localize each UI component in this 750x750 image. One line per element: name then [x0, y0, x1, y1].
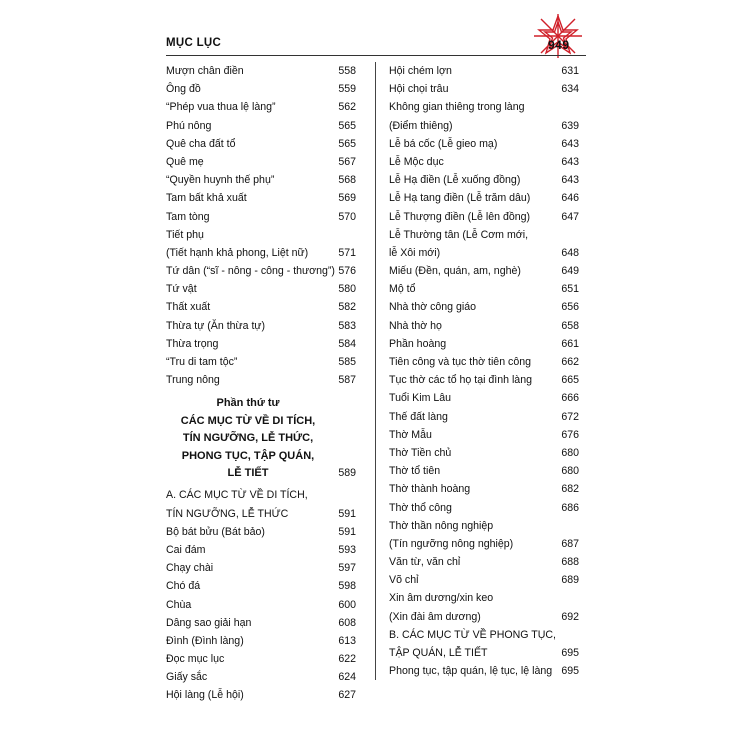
- toc-entry: [389, 226, 579, 244]
- toc-entry-page: 565: [338, 119, 356, 132]
- toc-entry-title: Tục thờ các tổ họ tại đình làng: [389, 374, 532, 387]
- toc-entry: [166, 577, 356, 595]
- toc-entry-page: 662: [561, 356, 579, 368]
- toc-entry-title: Võ chỉ: [389, 574, 419, 587]
- toc-entry-title: (Điểm thiêng): [389, 119, 453, 132]
- toc-entry-title: Chùa: [166, 598, 192, 611]
- toc-entry-title: Thờ Tiền chủ: [389, 446, 452, 459]
- toc-entry: [389, 499, 579, 517]
- toc-entry: [389, 298, 579, 316]
- toc-entry-title: Không gian thiêng trong làng: [389, 101, 525, 114]
- toc-entry-page: 580: [338, 283, 356, 296]
- toc-entry-page: 559: [338, 83, 356, 96]
- toc-entry-page: 680: [561, 446, 579, 459]
- toc-right-entries: [389, 62, 579, 680]
- toc-entry: [389, 408, 579, 426]
- toc-entry-title: Thừa tự (Ăn thừa tự): [166, 319, 266, 332]
- toc-entry-page: 585: [338, 356, 356, 368]
- toc-entry: [166, 668, 356, 686]
- toc-entry: [166, 614, 356, 632]
- toc-entry-page: 598: [338, 580, 356, 593]
- section-heading-line: CÁC MỤC TỪ VỀ DI TÍCH,: [180, 414, 316, 427]
- toc-entry-page: 643: [561, 155, 579, 168]
- toc-entry-title: Bộ bát bửu (Bát bảo): [166, 525, 265, 538]
- toc-entry-page: 558: [338, 65, 356, 77]
- toc-entry-page: 622: [338, 653, 356, 666]
- toc-entry: [389, 608, 579, 626]
- toc-entry: [166, 505, 356, 523]
- toc-entry-title: (Tiết hạnh khả phong, Liệt nữ): [166, 246, 309, 259]
- toc-entry-title: Nhà thờ công giáo: [389, 301, 477, 314]
- toc-entry: [389, 444, 579, 462]
- toc-entry-title: Hội chọi trâu: [389, 83, 449, 96]
- toc-entry: [166, 632, 356, 650]
- column-divider: [375, 62, 376, 680]
- toc-entry-page: 591: [338, 507, 356, 520]
- toc-entry-title: TẬP QUÁN, LỄ TIẾT: [389, 647, 488, 659]
- toc-entry-title: “Tru di tam tộc”: [166, 356, 238, 368]
- toc-entry-title: Mượn chân điền: [166, 65, 244, 77]
- toc-entry-title: Quê mẹ: [166, 155, 204, 168]
- toc-entry-page: 695: [561, 647, 579, 659]
- toc-entry: [166, 541, 356, 559]
- toc-entry: [389, 171, 579, 189]
- toc-entry: [166, 135, 356, 153]
- toc-entry-title: Thờ thành hoàng: [389, 483, 471, 496]
- toc-entry: [166, 171, 356, 189]
- toc-entry-title: Phú nông: [166, 119, 212, 132]
- toc-entry-title: Thờ thần nông nghiệp: [389, 519, 494, 532]
- toc-entry-title: Hội chém lợn: [389, 65, 452, 77]
- toc-entry-page: 562: [338, 101, 356, 114]
- toc-entry-page: 665: [561, 374, 579, 387]
- toc-entry: [389, 317, 579, 335]
- toc-entry-title: Tứ vật: [166, 283, 197, 296]
- toc-entry-title: Chạy chài: [166, 562, 214, 575]
- toc-entry-title: Lễ Thượng điền (Lễ lên đồng): [389, 210, 531, 223]
- toc-entry-page: 672: [561, 410, 579, 423]
- toc-entry-page: 593: [338, 543, 356, 556]
- toc-entry-title: Nhà thờ họ: [389, 319, 442, 332]
- toc-entry-title: Phần hoàng: [389, 337, 447, 350]
- toc-entry-page: 639: [561, 119, 579, 132]
- toc-entry-title: Văn từ, văn chỉ: [389, 556, 461, 569]
- section-heading-line: TÍN NGƯỠNG, LỄ THỨC,: [182, 432, 314, 445]
- section-heading-page: 589: [338, 467, 356, 479]
- toc-entry-page: 643: [561, 174, 579, 187]
- toc-entry-page: 687: [561, 537, 579, 550]
- toc-entry-title: Mộ tổ: [389, 283, 416, 296]
- toc-entry-title: (Xin đài âm dương): [389, 610, 481, 623]
- toc-entry-page: 600: [338, 598, 356, 611]
- toc-entry-page: 627: [338, 689, 356, 702]
- toc-entry-title: Trung nông: [166, 374, 220, 387]
- toc-entry: [389, 535, 579, 553]
- toc-entry: [389, 589, 579, 607]
- toc-entry-page: 582: [338, 301, 356, 314]
- toc-entry: [389, 98, 579, 116]
- toc-entry: [166, 244, 356, 262]
- toc-entry: [389, 135, 579, 153]
- running-header-title: MỤC LỤC: [166, 37, 222, 49]
- section-heading-line: PHONG TỤC, TẬP QUÁN,: [181, 449, 315, 462]
- toc-entry-page: 686: [561, 501, 579, 514]
- toc-entry-title: Ông đồ: [166, 83, 201, 96]
- toc-entry-page: 613: [338, 634, 356, 647]
- toc-entry-title: Lễ Hạ tang điền (Lễ trăm dâu): [389, 192, 531, 205]
- toc-entry: [166, 486, 356, 504]
- toc-entry: [166, 262, 356, 280]
- toc-entry-page: 688: [561, 556, 579, 569]
- toc-entry-page: 643: [561, 137, 579, 150]
- toc-entry: [166, 559, 356, 577]
- toc-entry-page: 695: [561, 665, 579, 678]
- toc-entry: [166, 98, 356, 116]
- toc-entry: [166, 280, 356, 298]
- toc-entry-page: 624: [338, 671, 356, 684]
- toc-left-entries-b: [166, 486, 356, 704]
- toc-entry: [166, 62, 356, 80]
- toc-entry: [166, 596, 356, 614]
- toc-entry: [166, 371, 356, 389]
- toc-entry-title: Thờ thổ công: [389, 501, 452, 514]
- toc-entry: [389, 644, 579, 662]
- toc-entry-page: 646: [561, 192, 579, 205]
- toc-entry-title: Tiết phụ: [166, 228, 204, 241]
- toc-entry: [389, 153, 579, 171]
- toc-entry-title: Tiên công và tục thờ tiên công: [389, 356, 532, 368]
- toc-entry: [389, 626, 579, 644]
- toc-entry-page: 648: [561, 246, 579, 259]
- toc-entry: [389, 371, 579, 389]
- toc-entry-title: Thừa trọng: [166, 337, 219, 350]
- toc-entry-title: Lễ Thường tân (Lễ Cơm mới,: [389, 228, 529, 241]
- toc-entry: [389, 62, 579, 80]
- toc-entry-title: Tam tòng: [166, 210, 210, 223]
- toc-entry: [389, 335, 579, 353]
- toc-entry-page: 651: [561, 283, 579, 296]
- section-heading-line: LỄ TIẾT: [227, 467, 269, 479]
- toc-entry: [389, 662, 579, 680]
- toc-entry: [389, 571, 579, 589]
- toc-entry-page: 584: [338, 337, 356, 350]
- toc-entry: [389, 517, 579, 535]
- toc-entry-page: 565: [338, 137, 356, 150]
- toc-entry: [389, 280, 579, 298]
- toc-entry-page: 649: [561, 265, 579, 278]
- toc-entry: [166, 523, 356, 541]
- toc-entry: [389, 244, 579, 262]
- toc-entry-page: 656: [561, 301, 579, 314]
- toc-entry: [389, 426, 579, 444]
- toc-entry-title: Thờ tổ tiên: [389, 465, 441, 478]
- toc-entry-title: “Phép vua thua lệ làng”: [166, 101, 276, 114]
- toc-entry-page: 568: [338, 174, 356, 187]
- toc-entry-page: 680: [561, 465, 579, 478]
- toc-entry-title: Đọc mục lục: [166, 653, 225, 666]
- toc-left-entries: [166, 62, 356, 389]
- toc-entry-page: 666: [561, 392, 579, 405]
- toc-entry-title: Dâng sao giải hạn: [166, 616, 252, 629]
- toc-entry-page: 608: [338, 616, 356, 629]
- toc-entry-title: Xin âm dương/xin keo: [389, 592, 494, 605]
- toc-entry: [389, 553, 579, 571]
- toc-entry-title: Đình (Đình làng): [166, 634, 244, 647]
- toc-entry: [166, 189, 356, 207]
- toc-entry: [166, 317, 356, 335]
- toc-entry-title: TÍN NGƯỠNG, LỄ THỨC: [166, 507, 289, 520]
- toc-entry: [389, 80, 579, 98]
- toc-entry-title: Giấy sắc: [166, 671, 208, 684]
- toc-entry-title: Miếu (Đền, quán, am, nghè): [389, 265, 521, 278]
- toc-entry-title: Lễ Hạ điền (Lễ xuống đồng): [389, 174, 521, 187]
- toc-entry-title: Thờ Mẫu: [389, 428, 432, 441]
- toc-entry: [389, 462, 579, 480]
- toc-entry-page: 682: [561, 483, 579, 496]
- toc-entry-title: Chó đá: [166, 580, 201, 593]
- toc-entry-title: Hội làng (Lễ hội): [166, 689, 244, 702]
- section-heading-part-four: [166, 395, 356, 482]
- toc-right-column: [389, 62, 579, 680]
- toc-entry-page: 576: [338, 265, 356, 278]
- toc-entry-page: 571: [338, 246, 356, 259]
- toc-entry-title: lễ Xôi mới): [389, 246, 441, 259]
- section-heading-line: Phần thứ tư: [216, 397, 280, 410]
- header-rule: [166, 55, 586, 56]
- toc-entry-title: Phong tục, tập quán, lệ tục, lệ làng: [389, 665, 553, 678]
- toc-entry: [389, 189, 579, 207]
- toc-entry-title: “Quyền huynh thế phụ”: [166, 174, 275, 187]
- toc-entry-page: 569: [338, 192, 356, 205]
- toc-entry-page: 597: [338, 562, 356, 575]
- toc-entry-title: Lễ bá cốc (Lễ gieo mạ): [389, 137, 498, 150]
- toc-left-column: [166, 62, 356, 705]
- toc-entry-page: 587: [338, 374, 356, 387]
- toc-entry-title: Lễ Mộc dục: [389, 155, 444, 168]
- toc-entry: [389, 389, 579, 407]
- toc-entry-title: Tuổi Kim Lâu: [389, 392, 452, 405]
- toc-entry: [389, 480, 579, 498]
- toc-entry-page: 583: [338, 319, 356, 332]
- toc-entry: [389, 208, 579, 226]
- toc-entry-title: Tứ dân (“sĩ - nông - công - thương”): [166, 265, 335, 278]
- toc-entry-page: 661: [561, 337, 579, 350]
- toc-entry: [166, 80, 356, 98]
- toc-entry: [166, 335, 356, 353]
- toc-entry-page: 647: [561, 210, 579, 223]
- toc-entry-page: 634: [561, 83, 579, 96]
- toc-entry-title: Tam bất khả xuất: [166, 192, 247, 205]
- toc-entry: [166, 153, 356, 171]
- toc-entry: [166, 650, 356, 668]
- toc-entry-page: 676: [561, 428, 579, 441]
- toc-entry: [389, 117, 579, 135]
- toc-entry: [166, 117, 356, 135]
- toc-entry: [389, 353, 579, 371]
- toc-entry-page: 692: [561, 610, 579, 623]
- toc-entry: [166, 686, 356, 704]
- toc-entry-title: Quê cha đất tổ: [166, 137, 236, 150]
- toc-entry-page: 570: [338, 210, 356, 223]
- toc-entry-title: Thất xuất: [166, 301, 211, 314]
- toc-entry-title: B. CÁC MỤC TỪ VỀ PHONG TỤC,: [389, 628, 556, 641]
- toc-entry: [389, 262, 579, 280]
- toc-entry-page: 689: [561, 574, 579, 587]
- toc-entry-title: A. CÁC MỤC TỪ VỀ DI TÍCH,: [166, 489, 308, 502]
- toc-entry-title: Cai đám: [166, 543, 206, 556]
- toc-entry: [166, 353, 356, 371]
- page-number: 949: [548, 38, 570, 52]
- toc-entry-page: 658: [561, 319, 579, 332]
- toc-entry-page: 591: [338, 525, 356, 538]
- toc-entry-title: (Tín ngưỡng nông nghiệp): [389, 537, 514, 550]
- toc-entry: [166, 226, 356, 244]
- toc-entry-page: 631: [561, 65, 579, 77]
- toc-entry: [166, 208, 356, 226]
- toc-entry: [166, 298, 356, 316]
- toc-entry-title: Thế đất làng: [389, 410, 448, 423]
- toc-entry-page: 567: [338, 155, 356, 168]
